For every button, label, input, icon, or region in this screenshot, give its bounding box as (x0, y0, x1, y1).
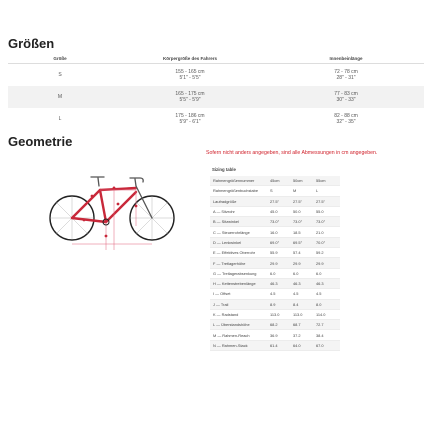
header-rider-height: Körpergröße des Fahrers (162, 56, 217, 61)
geometry-value: 45cm (270, 178, 280, 184)
inseam-cell (268, 69, 424, 82)
geometry-value: 18.5 (293, 229, 301, 235)
geometry-value: 16.0 (270, 229, 278, 235)
geometry-value: 59.2 (316, 250, 324, 256)
geometry-value: 29.9 (270, 260, 278, 266)
geometry-label: I — Offset (213, 291, 231, 297)
geometry-label: B — Sitzwinkel (213, 219, 239, 225)
geometry-label: Laufradgröße (213, 198, 237, 204)
table-row (8, 108, 424, 130)
table-row (210, 227, 340, 237)
geometry-value: 6.0 (316, 270, 322, 276)
rider-height-cell (112, 113, 268, 126)
size-cell: L (58, 116, 62, 122)
inseam-cell (268, 113, 424, 126)
geometry-value: 55.0 (316, 209, 324, 215)
height-ft: 5'5" - 5'9" (179, 97, 201, 103)
geometry-value: 73.0° (316, 219, 326, 225)
geometry-value: 57.4 (293, 250, 301, 256)
table-row (210, 258, 340, 268)
table-row (210, 320, 340, 330)
geometry-value: 46.3 (270, 281, 278, 287)
height-cm: 165 - 175 cm (175, 90, 205, 97)
geometry-value: 27.5" (316, 198, 325, 204)
geometry-label: A — Sitzrohr (213, 209, 235, 215)
geometry-label: F — Tretlagerhöhe (213, 260, 246, 266)
inseam-cm: 82 - 88 cm (334, 112, 358, 119)
geometry-value: 69.0° (270, 239, 280, 245)
geometry-value: 37.2 (293, 332, 301, 338)
geometry-value: 27.5" (270, 198, 279, 204)
geometry-value: 114.0 (316, 312, 326, 317)
table-row (210, 269, 340, 279)
table-row (210, 300, 340, 310)
geometry-value: 68.7 (293, 322, 301, 328)
header-inseam: Innenbeinlänge (329, 56, 363, 61)
table-row (210, 279, 340, 289)
geometry-label: L — Überstandshöhe (213, 322, 250, 328)
inseam-in: 28" - 31" (336, 75, 356, 81)
geometry-value: 70.0° (316, 239, 326, 245)
geometry-value: 69.5° (293, 239, 303, 245)
geometry-label: D — Lenkwinkel (213, 239, 242, 245)
geometry-value: 8.0 (316, 301, 322, 307)
geometry-value: 50cm (293, 178, 303, 184)
geometry-label: J — Trail (213, 301, 229, 307)
inseam-in: 32" - 35" (336, 119, 356, 125)
geometry-value: 55cm (316, 178, 326, 184)
inseam-cm: 72 - 78 cm (334, 68, 358, 75)
geometry-value: M (293, 188, 297, 194)
inseam-cell (268, 91, 424, 104)
geometry-value: 36.9 (270, 332, 278, 338)
geometry-value: 64.0 (293, 342, 301, 348)
geometry-value: 21.0 (316, 229, 324, 235)
geometry-value: 73.0° (270, 219, 280, 225)
geometry-label: K — Radstand (213, 312, 239, 317)
table-row (210, 176, 340, 186)
geometry-value: 61.4 (270, 342, 278, 348)
table-row (210, 330, 340, 340)
geometry-label: Rahmengrößennummer (213, 178, 255, 184)
table-row (210, 289, 340, 299)
sizes-table (8, 54, 424, 130)
geometry-table (210, 176, 340, 351)
geometry-value: 45.0 (270, 209, 278, 215)
geometry-value: 4.5 (270, 291, 276, 297)
table-row (210, 341, 340, 351)
geometry-value: L (316, 188, 319, 194)
table-row (8, 64, 424, 86)
geometry-label: G — Tretlagerabsenkung (213, 270, 257, 276)
table-row (8, 86, 424, 108)
geometry-value: 4.5 (316, 291, 322, 297)
geometry-value: 8.9 (270, 301, 276, 307)
geometry-value: 8.4 (293, 301, 299, 307)
geometry-value: 29.9 (316, 260, 324, 266)
table-row (210, 207, 340, 217)
geometry-value: 27.5" (293, 198, 302, 204)
geometry-value: 46.3 (316, 281, 324, 287)
height-ft: 5'1" - 5'5" (179, 75, 201, 81)
inseam-cm: 77 - 83 cm (334, 90, 358, 97)
height-cm: 175 - 186 cm (175, 112, 205, 119)
geometry-label: E — Effektives Oberrohr (213, 250, 256, 256)
geometry-value: 55.9 (270, 250, 278, 256)
inseam-in: 30" - 33" (336, 97, 356, 103)
geometry-value: 29.9 (293, 260, 301, 266)
table-row (210, 217, 340, 227)
geometry-value: 73.0° (293, 219, 303, 225)
geometry-label: N — Rahmen-Stack (213, 342, 248, 348)
geometry-label: C — Steuerrohrlänge (213, 229, 250, 235)
units-note: Sofern nicht anders angegeben, sind alle Abmessungen in cm angegeben. (206, 150, 378, 156)
geometry-value: 4.5 (293, 291, 299, 297)
geometry-value: 38.4 (316, 332, 324, 338)
height-ft: 5'9" - 6'1" (179, 119, 201, 125)
geometry-value: 6.0 (270, 270, 276, 276)
table-row (210, 248, 340, 258)
geometry-value: 6.0 (293, 270, 299, 276)
table-row (210, 238, 340, 248)
rider-height-cell (112, 91, 268, 104)
geometry-value: 68.2 (270, 322, 278, 328)
sizing-table-title: Sizing table (212, 167, 236, 172)
geometry-value: S (270, 188, 273, 194)
geometry-value: 113.0 (270, 312, 280, 317)
geometry-value: 46.3 (293, 281, 301, 287)
geometry-label: Rahmengrößenbuchstabe (213, 188, 258, 194)
geometry-label: H — Kettenstrebenlänge (213, 281, 256, 287)
height-cm: 155 - 165 cm (175, 68, 205, 75)
sizes-table-header (8, 54, 424, 64)
table-row (210, 186, 340, 196)
sizes-heading: Größen (8, 36, 55, 51)
size-cell: M (57, 94, 63, 100)
table-row (210, 197, 340, 207)
geometry-value: 67.0 (316, 342, 324, 348)
geometry-value: 72.7 (316, 322, 324, 328)
bike-frame (72, 188, 136, 222)
table-row (210, 310, 340, 320)
geometry-label: M — Rahmen-Reach (213, 332, 250, 338)
geometry-value: 50.0 (293, 209, 301, 215)
geometry-heading: Geometrie (8, 134, 73, 149)
rider-height-cell (112, 69, 268, 82)
bike-geometry-diagram (44, 166, 180, 254)
geometry-value: 113.0 (293, 312, 303, 317)
header-size: Größe (53, 56, 67, 61)
size-cell: S (58, 72, 62, 78)
